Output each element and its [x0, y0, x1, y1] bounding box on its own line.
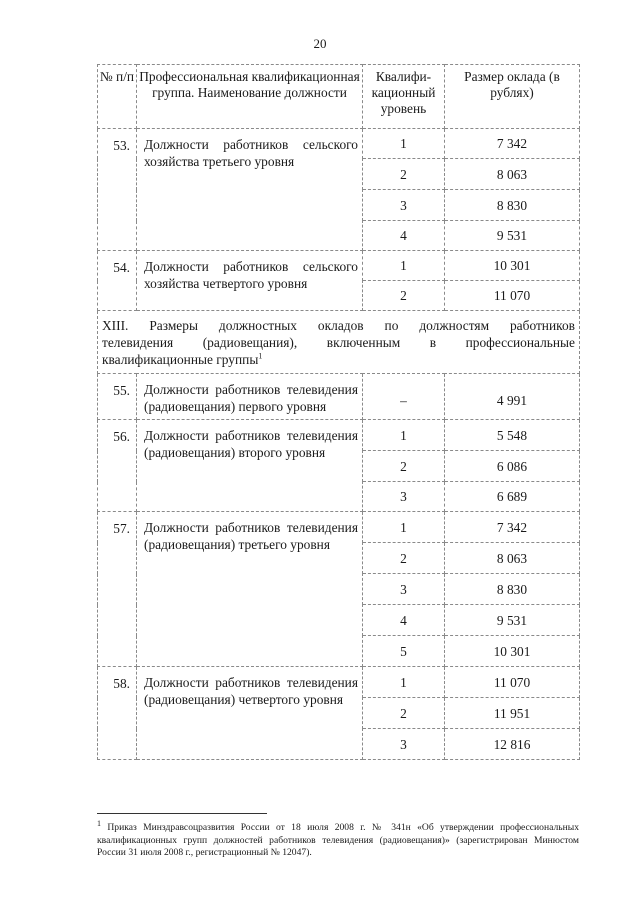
footnote-rule — [97, 813, 267, 814]
qualification-level: 2 — [363, 698, 445, 729]
salary-value: 11 951 — [445, 698, 580, 729]
salary-value: 6 689 — [445, 482, 580, 512]
row-number: 55. — [98, 374, 137, 420]
row-number: 56. — [98, 420, 137, 512]
position-name: Должности работников телевидения (радиовещания) четвертого уровня — [137, 667, 363, 760]
table-header-row — [98, 65, 580, 129]
header-level: Квалифи- кационный уровень — [363, 65, 445, 129]
table-row — [98, 512, 580, 543]
footnote-text: Приказ Минздравсоцразвития России от 18 июля 2008 г. № 341н «Об утверждении профессиональных квалификационных групп должностей работников телевидения (радиовещания)» (зарегистрирован Минюстом России 31 июля 2008 г., регистрационный № 12047). — [97, 822, 579, 858]
position-name: Должности работников сельского хозяйства третьего уровня — [137, 129, 363, 251]
qualification-level: 2 — [363, 451, 445, 482]
salary-value: 11 070 — [445, 667, 580, 698]
section-footnote-mark: 1 — [258, 351, 263, 361]
qualification-level: 4 — [363, 605, 445, 636]
row-number: 58. — [98, 667, 137, 760]
qualification-level: 2 — [363, 159, 445, 190]
qualification-level: 3 — [363, 574, 445, 605]
salary-value: 9 531 — [445, 605, 580, 636]
table-row — [98, 129, 580, 159]
position-name: Должности работников телевидения (радиовещания) первого уровня — [137, 374, 363, 420]
table-row — [98, 667, 580, 698]
salary-value: 8 830 — [445, 190, 580, 221]
qualification-level: 3 — [363, 482, 445, 512]
row-number: 54. — [98, 251, 137, 311]
qualification-level: 1 — [363, 512, 445, 543]
salary-value: 10 301 — [445, 251, 580, 281]
table-row — [98, 251, 580, 281]
salary-value: 7 342 — [445, 129, 580, 159]
qualification-level: 5 — [363, 636, 445, 667]
row-number: 53. — [98, 129, 137, 251]
qualification-level: – — [363, 374, 445, 420]
header-name: Профессиональная квалификационная группа. Наименование должности — [137, 65, 363, 129]
salary-value: 5 548 — [445, 420, 580, 451]
table-row — [98, 420, 580, 451]
salary-value: 11 070 — [445, 281, 580, 311]
salary-value: 12 816 — [445, 729, 580, 760]
salary-value: 9 531 — [445, 221, 580, 251]
qualification-level: 2 — [363, 281, 445, 311]
salary-value: 4 991 — [445, 374, 580, 420]
salary-value: 8 830 — [445, 574, 580, 605]
header-salary: Размер оклада (в рублях) — [445, 65, 580, 129]
section-title-text: телевидения (радиовещания), включенным в профессиональные квалификационные группы — [102, 334, 575, 367]
header-num: № п/п — [98, 65, 137, 129]
qualification-level: 1 — [363, 667, 445, 698]
qualification-level: 1 — [363, 420, 445, 451]
salary-value: 7 342 — [445, 512, 580, 543]
row-number: 57. — [98, 512, 137, 667]
position-name: Должности работников сельского хозяйства четвертого уровня — [137, 251, 363, 311]
salary-value: 6 086 — [445, 451, 580, 482]
qualification-level: 4 — [363, 221, 445, 251]
section-title-line1: XIII. Размеры должностных окладов по должностям работников — [102, 317, 575, 333]
footnote-mark: 1 — [97, 818, 101, 828]
salary-value: 10 301 — [445, 636, 580, 667]
section-title-rest — [102, 334, 575, 368]
position-name: Должности работников телевидения (радиовещания) третьего уровня — [137, 512, 363, 667]
section-title-row — [98, 311, 580, 374]
qualification-level: 1 — [363, 129, 445, 159]
salary-table — [97, 64, 580, 760]
section-title — [98, 311, 580, 374]
page-number: 20 — [313, 36, 327, 51]
qualification-level: 2 — [363, 543, 445, 574]
salary-value: 8 063 — [445, 159, 580, 190]
qualification-level: 3 — [363, 729, 445, 760]
qualification-level: 1 — [363, 251, 445, 281]
salary-value: 8 063 — [445, 543, 580, 574]
table-row — [98, 374, 580, 420]
footnote — [97, 818, 579, 860]
position-name: Должности работников телевидения (радиовещания) второго уровня — [137, 420, 363, 512]
qualification-level: 3 — [363, 190, 445, 221]
